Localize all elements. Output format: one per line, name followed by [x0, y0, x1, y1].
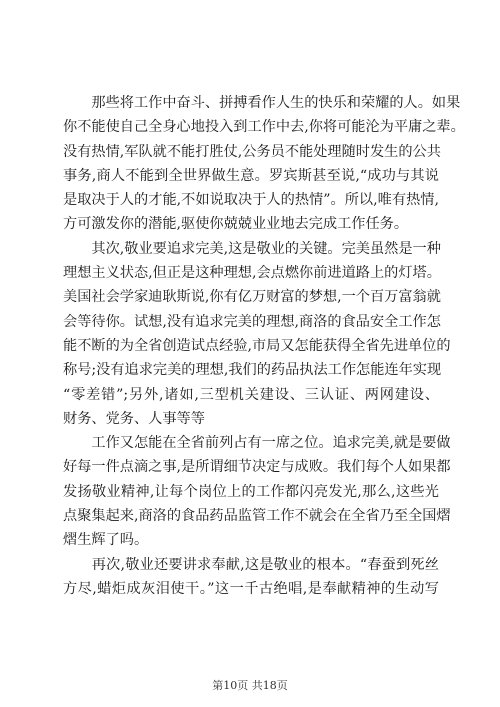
text-line: 美国社会学家迪耿斯说,你有亿万财富的梦想,一个百万富翁就 [63, 289, 441, 306]
text-line: 财务、党务、人事等等 [63, 410, 205, 427]
text-line: 熠生辉了吗。 [63, 532, 149, 549]
paragraph-perfection [63, 237, 451, 431]
text-line: 工作又怎能在全省前列占有一席之位。追求完美,就是要做 [63, 435, 451, 452]
text-line: 方尽,蜡炬成灰泪使干。”这一千古绝唱,是奉献精神的生动写 [63, 580, 439, 597]
text-line: 称号;没有追求完美的理想,我们的药品执法工作怎能连年实现 [63, 362, 442, 379]
text-line: “零差错”;另外,诸如,三型机关建设、三认证、两网建设、 [63, 386, 439, 403]
text-line: 再次,敬业还要讲求奉献,这是敬业的根本。“春蚕到死丝 [63, 556, 439, 573]
text-line: 那些将工作中奋斗、拼搏看作人生的快乐和荣耀的人。如果 [63, 95, 461, 111]
paragraph-dedication [63, 553, 439, 602]
text-line: 你不能使自己全身心地投入到工作中去,你将可能沦为平庸之辈。 [63, 119, 465, 136]
text-line: 理想主义状态,但正是这种理想,会点燃你前进道路上的灯塔。 [63, 265, 441, 282]
paragraph-details [63, 431, 451, 552]
text-line: 能不断的为全省创造试点经验,市局又怎能获得全省先进单位的 [63, 337, 451, 354]
text-line: 会等待你。试想,没有追求完美的理想,商洛的食品安全工作怎 [63, 313, 441, 330]
page-number-footer: 第10页 共18页 [212, 679, 288, 692]
text-line: 其次,敬业要追求完美,这是敬业的关键。完美虽然是一种 [63, 240, 441, 257]
text-line: 没有热情,军队就不能打胜仗,公务员不能处理随时发生的公共 [63, 143, 441, 160]
text-line: 好每一件点滴之事,是所谓细节决定与成败。我们每个人如果都 [63, 459, 451, 476]
document-body [63, 91, 465, 601]
paragraph-enthusiasm [63, 91, 465, 237]
text-line: 事务,商人不能到全世界做生意。罗宾斯甚至说,“成功与其说 [63, 167, 439, 184]
text-line: 发扬敬业精神,让每个岗位上的工作都闪亮发光,那么,这些光 [63, 483, 439, 500]
text-line: 是取决于人的才能,不如说取决于人的热情”。所以,唯有热情, [63, 192, 439, 209]
text-line: 点聚集起来,商洛的食品药品监管工作不就会在全省乃至全国熠 [63, 508, 451, 525]
text-line: 方可激发你的潜能,驱使你兢兢业业地去完成工作任务。 [63, 216, 409, 233]
